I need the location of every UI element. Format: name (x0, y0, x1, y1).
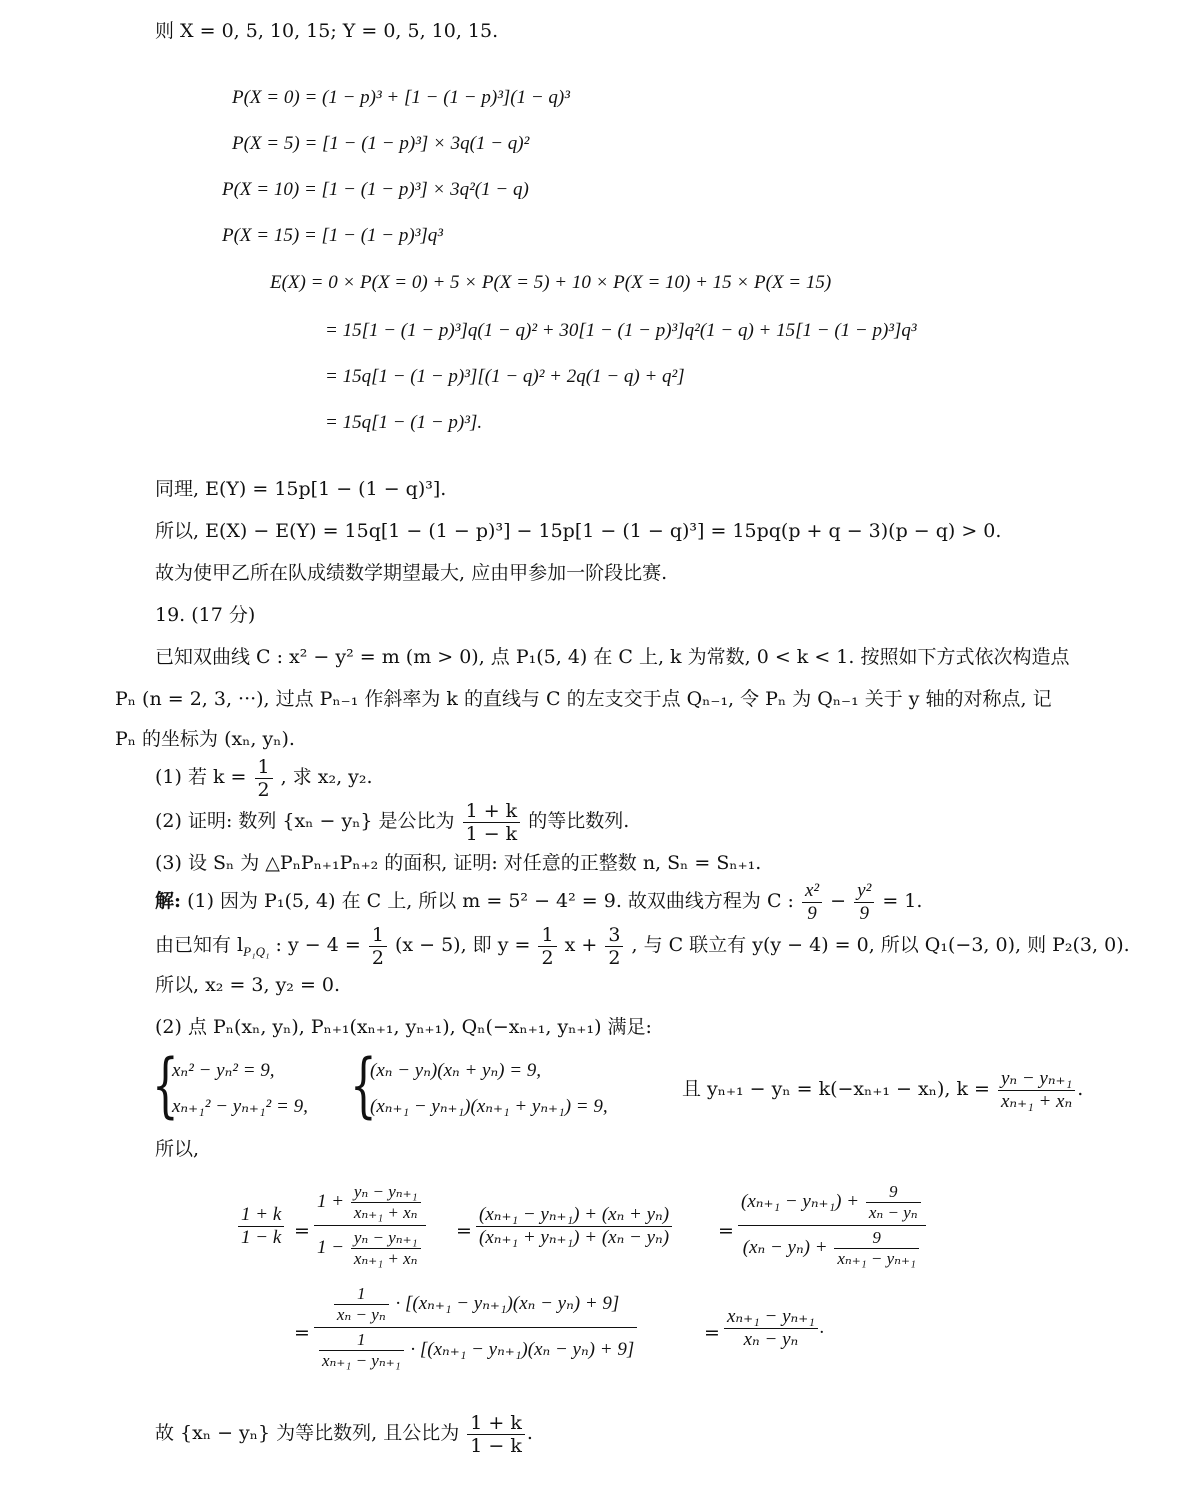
solution-text: 由已知有 l (155, 934, 244, 956)
compound-fraction (312, 1284, 639, 1371)
display-fraction (236, 1204, 286, 1249)
fraction (238, 1204, 284, 1249)
term: 1 + (317, 1190, 345, 1212)
fraction (463, 800, 521, 845)
system-eq: (xₙ₊₁ − yₙ₊₁)(xₙ₊₁ + yₙ₊₁) = 9, (370, 1096, 608, 1117)
equation: = 15q[1 − (1 − p)³][(1 − q)² + 2q(1 − q) + q²] (325, 366, 685, 387)
denominator: xₙ₊₁ − yₙ₊₁ (322, 1351, 401, 1370)
denominator (314, 1226, 426, 1269)
fraction (314, 1182, 426, 1269)
denominator: xₙ₊₁ + xₙ (353, 1203, 418, 1222)
solution-line (155, 920, 1130, 977)
numerator: 1 + k (238, 1204, 284, 1227)
numerator: 9 (834, 1228, 919, 1249)
text-line: Pₙ (n = 2, 3, ···), 过点 Pₙ₋₁ 作斜率为 k 的直线与 C 的左支交于点 Qₙ₋₁, 令 Pₙ 为 Qₙ₋₁ 关于 y 轴的对称点, 记 (115, 688, 1052, 710)
system-eq: xₙ₊₁² − yₙ₊₁² = 9, (172, 1096, 308, 1117)
fraction (866, 1182, 921, 1223)
equation: P(X = 5) = [1 − (1 − p)³] × 3q(1 − q)² (232, 133, 530, 154)
fraction (351, 1182, 421, 1223)
solution-text: : y − 4 = (275, 934, 361, 956)
minus-sign: − (830, 890, 847, 912)
conclusion-text: 故 {xₙ − yₙ} 为等比数列, 且公比为 (155, 1422, 460, 1444)
numerator (738, 1182, 926, 1226)
term: (xₙ₊₁ − yₙ₊₁) + (741, 1190, 860, 1212)
numerator: x² (802, 880, 822, 903)
text-line: 故为使甲乙所在队成绩数学期望最大, 应由甲参加一阶段比赛. (155, 562, 668, 584)
question-1 (155, 752, 373, 802)
numerator: 1 (319, 1330, 404, 1351)
question-2 (155, 796, 629, 846)
left-brace: { (152, 1044, 179, 1126)
solution-line: (2) 点 Pₙ(xₙ, yₙ), Pₙ₊₁(xₙ₊₁, yₙ₊₁), Qₙ(−xₙ₊₁, yₙ₊₁) 满足: (155, 1016, 652, 1038)
fraction (802, 880, 822, 925)
denominator: xₙ₊₁ − yₙ₊₁ (837, 1249, 916, 1268)
solution-1 (155, 876, 922, 926)
denominator: xₙ₊₁ + xₙ (1000, 1090, 1073, 1112)
text-line: 所以, E(X) − E(Y) = 15q[1 − (1 − p)³] − 15p[1 − (1 − q)³] = 15pq(p + q − 3)(p − q) > 0. (155, 520, 1002, 542)
condition-text: 且 yₙ₊₁ − yₙ = k(−xₙ₊₁ − xₙ), k = (682, 1078, 990, 1100)
text-line: 则 X = 0, 5, 10, 15; Y = 0, 5, 10, 15. (155, 20, 499, 42)
fraction (369, 924, 387, 969)
solution-text: x + (564, 934, 598, 956)
numerator: 1 (369, 924, 387, 947)
numerator: yₙ − yₙ₊₁ (351, 1228, 421, 1249)
denominator: 2 (608, 946, 621, 969)
numerator: 1 + k (467, 1412, 525, 1435)
equation: = 15[1 − (1 − p)³]q(1 − q)² + 30[1 − (1 − p)³]q²(1 − q) + 15[1 − (1 − p)³]q³ (325, 320, 917, 341)
q2-suffix: 的等比数列. (528, 810, 630, 832)
display-fraction (722, 1306, 825, 1351)
denominator: 1 − k (470, 1434, 522, 1457)
solution-label: 解: (155, 890, 182, 912)
equation: P(X = 10) = [1 − (1 − p)³] × 3q²(1 − q) (222, 179, 529, 200)
equals-sign: = (456, 1220, 472, 1242)
fraction (998, 1068, 1075, 1113)
q1-prefix: (1) 若 k = (155, 766, 247, 788)
fraction (476, 1204, 672, 1249)
solution-text: (1) 因为 P₁(5, 4) 在 C 上, 所以 m = 5² − 4² = 9. 故双曲线方程为 C : (187, 890, 794, 912)
fraction (605, 924, 623, 969)
fraction (834, 1228, 919, 1269)
equation: E(X) = 0 × P(X = 0) + 5 × P(X = 5) + 10 × P(X = 10) + 15 × P(X = 15) (270, 272, 832, 293)
denominator: 2 (257, 778, 270, 801)
denominator: xₙ₊₁ + xₙ (353, 1249, 418, 1268)
fraction (724, 1306, 818, 1351)
denominator (314, 1328, 637, 1371)
denominator: 2 (541, 946, 554, 969)
numerator: (xₙ₊₁ − yₙ₊₁) + (xₙ + yₙ) (476, 1204, 672, 1227)
numerator: 1 (255, 756, 273, 779)
compound-fraction (736, 1182, 928, 1269)
term: 1 − (317, 1236, 345, 1258)
solution-line: 所以, x₂ = 3, y₂ = 0. (155, 974, 341, 996)
period: . (819, 1316, 825, 1338)
denominator: 2 (371, 946, 384, 969)
problem-number: 19. (17 分) (155, 604, 256, 626)
denominator (738, 1226, 926, 1269)
numerator: 1 + k (463, 800, 521, 823)
numerator (314, 1284, 637, 1328)
numerator: 3 (605, 924, 623, 947)
display-fraction (474, 1204, 674, 1249)
system-condition: 且 yₙ₊₁ − yₙ = k(−xₙ₊₁ − xₙ), k = $\frac{\text{yₙ − yₙ₊₁}}{\text{xₙ₊₁ + xₙ}}$ . (682, 1067, 1084, 1112)
solution-text: , 与 C 联立有 y(y − 4) = 0, 所以 Q₁(−3, 0), 则 P₂(3, 0). (631, 934, 1130, 956)
fraction (351, 1228, 421, 1269)
compound-fraction (312, 1182, 428, 1269)
system-eq: (xₙ − yₙ)(xₙ + yₙ) = 9, (370, 1060, 542, 1081)
equation: P(X = 15) = [1 − (1 − p)³]q³ (222, 225, 443, 246)
text-line: 已知双曲线 C : x² − y² = m (m > 0), 点 P₁(5, 4) 在 C 上, k 为常数, 0 < k < 1. 按照如下方式依次构造点 (155, 646, 1070, 668)
denominator: 9 (859, 902, 869, 924)
denominator: 1 − k (465, 822, 518, 845)
numerator: 1 (538, 924, 556, 947)
system-eq: xₙ² − yₙ² = 9, (172, 1060, 275, 1081)
text-line: Pₙ 的坐标为 (xₙ, yₙ). (115, 728, 295, 750)
left-brace: { (350, 1044, 377, 1126)
denominator: (xₙ₊₁ + yₙ₊₁) + (xₙ − yₙ) (479, 1227, 670, 1248)
fraction (319, 1330, 404, 1371)
numerator: xₙ₊₁ − yₙ₊₁ (724, 1306, 818, 1329)
equals-sign: = (294, 1322, 310, 1344)
numerator (314, 1182, 426, 1226)
equation: P(X = 0) = (1 − p)³ + [1 − (1 − p)³](1 − q)³ (232, 87, 570, 108)
numerator: yₙ − yₙ₊₁ (351, 1182, 421, 1203)
denominator: xₙ − yₙ (868, 1203, 918, 1222)
equals-sign: = (704, 1322, 720, 1344)
q2-prefix: (2) 证明: 数列 {xₙ − yₙ} 是公比为 (155, 810, 455, 832)
term: · [(xₙ₊₁ − yₙ₊₁)(xₙ − yₙ) + 9] (410, 1338, 635, 1360)
subscript: P₁Q₁ (243, 943, 270, 959)
question-3: (3) 设 Sₙ 为 △PₙPₙ₊₁Pₙ₊₂ 的面积, 证明: 对任意的正整数 n, Sₙ = Sₙ₊₁. (155, 852, 762, 874)
solution-line: 所以, (155, 1138, 200, 1160)
term: · [(xₙ₊₁ − yₙ₊₁)(xₙ − yₙ) + 9] (395, 1292, 620, 1314)
period: . (526, 1422, 533, 1444)
q1-suffix: , 求 x₂, y₂. (280, 766, 373, 788)
denominator: 1 − k (241, 1227, 282, 1248)
equation: = 15q[1 − (1 − p)³]. (325, 412, 483, 433)
numerator: yₙ − yₙ₊₁ (998, 1068, 1075, 1091)
fraction (538, 924, 556, 969)
equals-sign: = (718, 1220, 734, 1242)
fraction (255, 756, 273, 801)
numerator: 9 (866, 1182, 921, 1203)
solution-text: (x − 5), 即 y = (394, 934, 531, 956)
numerator: 1 (334, 1284, 389, 1305)
fraction (314, 1284, 637, 1371)
fraction (334, 1284, 389, 1325)
denominator: 9 (807, 902, 817, 924)
equals-sign: = (294, 1220, 310, 1242)
fraction (738, 1182, 926, 1269)
solution-text: = 1. (882, 890, 923, 912)
fraction (467, 1412, 525, 1457)
text-line: 同理, E(Y) = 15p[1 − (1 − q)³]. (155, 478, 447, 500)
term: (xₙ − yₙ) + (742, 1236, 828, 1258)
denominator: xₙ − yₙ (743, 1329, 799, 1350)
fraction (854, 880, 874, 925)
conclusion (155, 1408, 533, 1458)
numerator: y² (854, 880, 874, 903)
denominator: xₙ − yₙ (336, 1305, 386, 1324)
